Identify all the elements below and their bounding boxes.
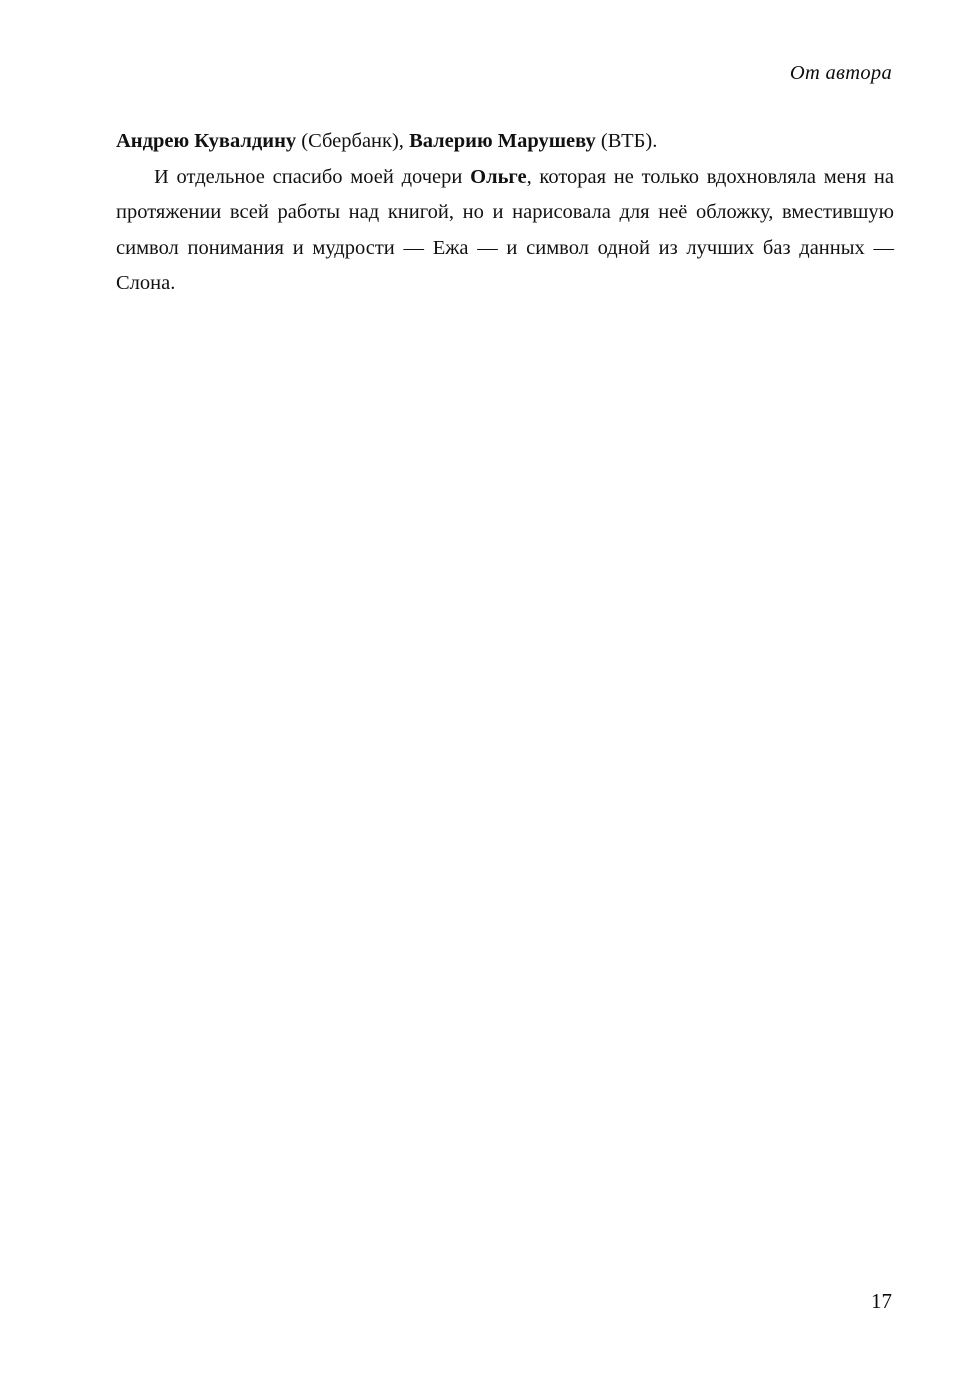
bold-run: Ольге xyxy=(470,165,527,188)
paragraph-list xyxy=(116,124,894,302)
para-thanks-daughter xyxy=(116,160,894,302)
text-run: , которая не только вдохновляла меня на протяжении всей работы над книгой, но и нарисовала для неё обложку, вместившую символ понимания и мудрости — Ежа — и символ одной из лучших баз данных — Слона. xyxy=(116,165,895,294)
page-number: 17 xyxy=(871,1289,892,1313)
running-head: От автора xyxy=(789,62,892,84)
bold-run: Валерию Марушеву xyxy=(409,130,596,152)
text-run: (ВТБ). xyxy=(595,130,658,152)
text-run: (Сбербанк), xyxy=(296,130,410,152)
bold-run: Андрею Кувалдину xyxy=(116,130,297,152)
page-body xyxy=(116,124,894,302)
para-acknowledgements-continued xyxy=(116,124,894,160)
text-run: И отдельное спасибо моей дочери xyxy=(154,165,471,188)
